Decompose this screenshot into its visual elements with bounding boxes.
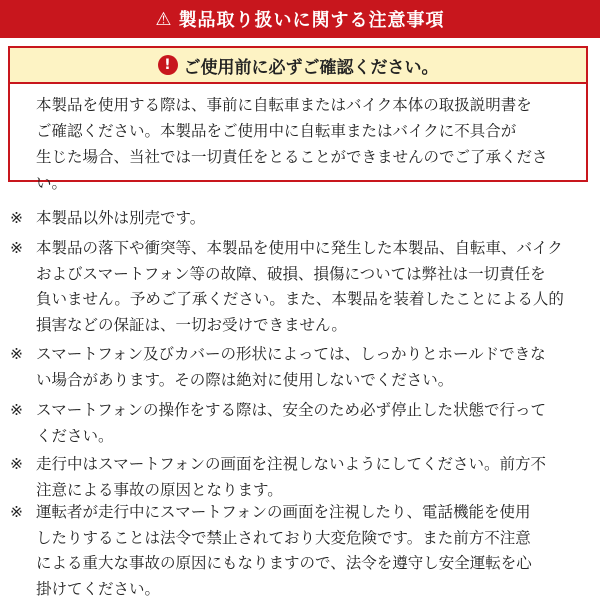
note-text: 本製品以外は別売です。: [36, 209, 206, 227]
note-mark: ※: [10, 455, 23, 473]
exclamation-icon: !: [158, 55, 178, 75]
notice-heading: [10, 48, 586, 84]
note-mark: ※: [10, 239, 23, 257]
notice-body: 本製品を使用する際は、事前に自転車またはバイク本体の取扱説明書を ご確認ください。本製品をご使用中に自転車またはバイクに不具合が 生じた場合、当社では一切責任をとることができませんのでご了承くださ い。: [36, 96, 548, 192]
note-item: [10, 398, 592, 449]
note-item: [10, 500, 592, 602]
note-text: 本製品の落下や衝突等、本製品を使用中に発生した本製品、自転車、バイク およびスマートフォン等の故障、破損、損傷については弊社は一切責任を 負いません。予めご了承ください。また、本製品を装着したことによる人的 損害などの保証は、一切お受けできません。: [36, 239, 564, 334]
header-banner: [0, 0, 600, 38]
note-text: 運転者が走行中にスマートフォンの画面を注視したり、電話機能を使用 したりすることは法令で禁止されており大変危険です。また前方不注意 による重大な事故の原因にもなりますので、法令を遵守し安全運転を心 掛けてください。: [36, 503, 532, 598]
note-mark: ※: [10, 503, 23, 521]
note-text: スマートフォン及びカバーの形状によっては、しっかりとホールドできな い場合があります。その際は絶対に使用しないでください。: [36, 345, 546, 389]
warning-icon: ⚠: [155, 8, 173, 30]
notice-heading-text: ご使用前に必ずご確認ください。: [183, 57, 439, 78]
note-mark: ※: [10, 345, 23, 363]
notice-box: [8, 46, 588, 192]
note-item: [10, 206, 592, 232]
note-mark: ※: [10, 401, 23, 419]
note-text: スマートフォンの操作をする際は、安全のため必ず停止した状態で行って ください。: [36, 401, 546, 445]
header-title: 製品取り扱いに関する注意事項: [178, 10, 445, 31]
note-item: [10, 452, 592, 503]
note-item: [10, 342, 592, 393]
note-text: 走行中はスマートフォンの画面を注視しないようにしてください。前方不 注意による事故の原因となります。: [36, 455, 546, 499]
note-mark: ※: [10, 209, 23, 227]
note-item: [10, 236, 592, 338]
